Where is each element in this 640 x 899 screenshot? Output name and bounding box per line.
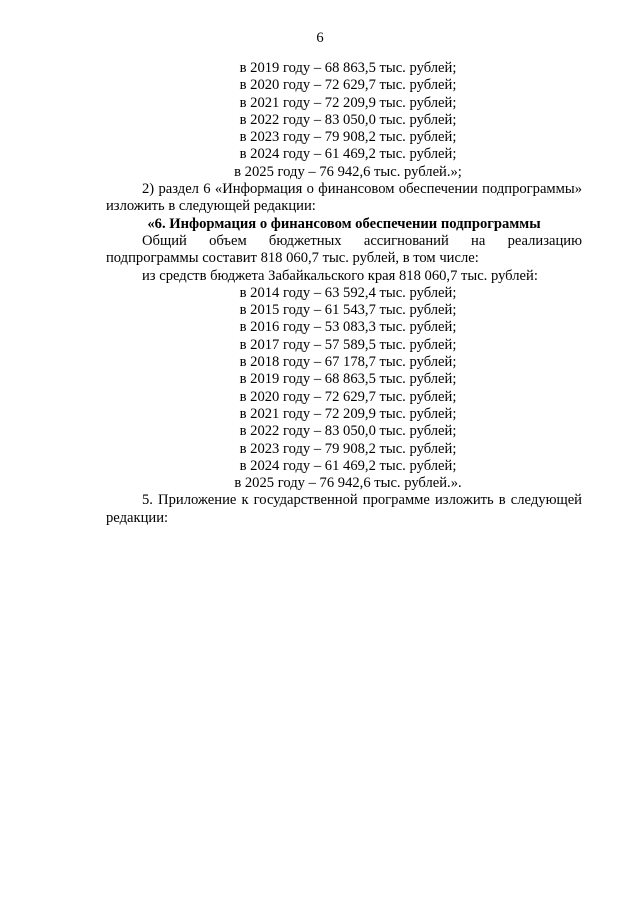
list-item: в 2015 году – 61 543,7 тыс. рублей; <box>239 302 457 319</box>
list-item: в 2018 году – 67 178,7 тыс. рублей; <box>239 354 457 371</box>
list-item: в 2024 году – 61 469,2 тыс. рублей; <box>239 457 457 474</box>
document-body <box>106 60 582 527</box>
list-item: в 2020 году – 72 629,7 тыс. рублей; <box>239 388 457 405</box>
page-number: 6 <box>316 30 324 46</box>
list-item: в 2019 году – 68 863,5 тыс. рублей; <box>239 60 457 76</box>
list-item: в 2022 году – 83 050,0 тыс. рублей; <box>239 423 457 440</box>
budget-by-year-list <box>106 285 582 493</box>
item-5-paragraph: 5. Приложение к государственной программе изложить в следующей редакции: <box>106 492 582 526</box>
list-item: в 2023 году – 79 908,2 тыс. рублей; <box>239 440 457 457</box>
list-item: в 2016 году – 53 083,3 тыс. рублей; <box>239 319 457 336</box>
total-budget-paragraph: Общий объем бюджетных ассигнований на реализацию подпрограммы составит 818 060,7 тыс. рублей, в том числе: <box>106 232 582 267</box>
list-item: в 2021 году – 72 209,9 тыс. рублей; <box>239 94 457 111</box>
list-item: в 2023 году – 79 908,2 тыс. рублей; <box>239 129 457 146</box>
section-heading: «6. Информация о финансовом обеспечении подпрограммы <box>147 215 541 232</box>
list-item: в 2024 году – 61 469,2 тыс. рублей; <box>239 146 457 163</box>
list-item: в 2020 году – 72 629,7 тыс. рублей; <box>239 77 457 94</box>
list-item: в 2021 году – 72 209,9 тыс. рублей; <box>239 405 457 422</box>
list-item: в 2019 году – 68 863,5 тыс. рублей; <box>239 371 457 388</box>
list-item: в 2014 году – 63 592,4 тыс. рублей; <box>239 284 457 301</box>
list-item: в 2025 году – 76 942,6 тыс. рублей.». <box>234 475 462 492</box>
item-2-paragraph: 2) раздел 6 «Информация о финансовом обеспечении подпрограммы» изложить в следующей редакции: <box>106 181 582 215</box>
top-funding-list <box>106 60 582 181</box>
list-item: в 2017 году – 57 589,5 тыс. рублей; <box>239 336 457 353</box>
list-item: в 2025 году – 76 942,6 тыс. рублей.»; <box>234 163 462 180</box>
budget-source-line: из средств бюджета Забайкальского края 818 060,7 тыс. рублей: <box>142 267 538 284</box>
list-item: в 2022 году – 83 050,0 тыс. рублей; <box>239 111 457 128</box>
